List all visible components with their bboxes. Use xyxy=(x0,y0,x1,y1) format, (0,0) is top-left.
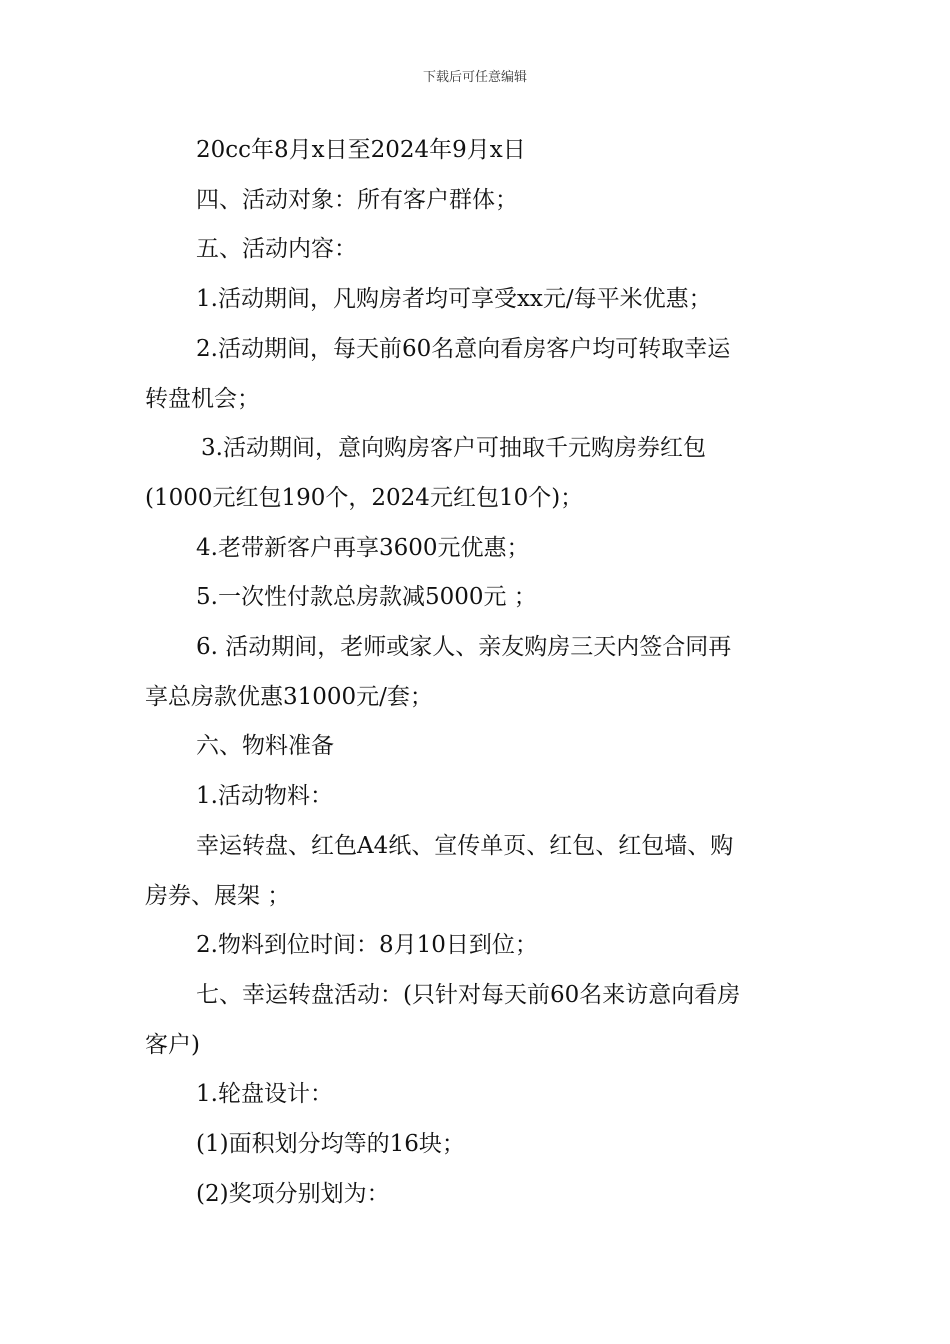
content-item-3: 3.活动期间，意向购房客户可抽取千元购房券红包 xyxy=(201,435,706,462)
section-four-heading: 四、活动对象：所有客户群体； xyxy=(196,186,518,213)
section-five-heading: 五、活动内容： xyxy=(196,236,357,263)
section-seven-heading-continued: 客户) xyxy=(145,1031,200,1058)
content-item-6: 6. 活动期间，老师或家人、亲友购房三天内签合同再 xyxy=(196,634,732,661)
content-item-5: 5.一次性付款总房款减5000元 ； xyxy=(196,584,537,611)
content-item-6-continued: 享总房款优惠31000元/套； xyxy=(145,683,433,710)
page-header: 下载后可任意编辑 xyxy=(422,70,527,85)
wheel-design-sub-1: (1)面积划分均等的16块； xyxy=(196,1131,465,1158)
materials-item-2: 2.物料到位时间：8月10日到位； xyxy=(196,932,538,959)
wheel-design-item: 1.轮盘设计： xyxy=(196,1081,333,1108)
content-item-4: 4.老带新客户再享3600元优惠； xyxy=(196,534,530,561)
section-six-heading: 六、物料准备 xyxy=(196,733,334,760)
content-item-2-continued: 转盘机会； xyxy=(145,385,260,412)
materials-item-1: 1.活动物料： xyxy=(196,783,333,810)
materials-list: 幸运转盘、红色A4纸、宣传单页、红包、红包墙、购 xyxy=(196,832,734,859)
activity-period-line: 20cc年8月x日至2024年9月x日 xyxy=(196,137,526,163)
content-item-3-continued: (1000元红包190个，2024元红包10个)； xyxy=(145,484,584,511)
wheel-design-sub-2: (2)奖项分别划为： xyxy=(196,1180,390,1207)
content-item-2: 2.活动期间，每天前60名意向看房客户均可转取幸运 xyxy=(196,335,731,362)
content-item-1: 1.活动期间，凡购房者均可享受xx元/每平米优惠； xyxy=(196,286,712,313)
section-seven-heading: 七、幸运转盘活动：(只针对每天前60名来访意向看房 xyxy=(196,981,741,1008)
materials-list-continued: 房券、展架 ； xyxy=(145,882,291,909)
document-body xyxy=(145,126,807,1219)
